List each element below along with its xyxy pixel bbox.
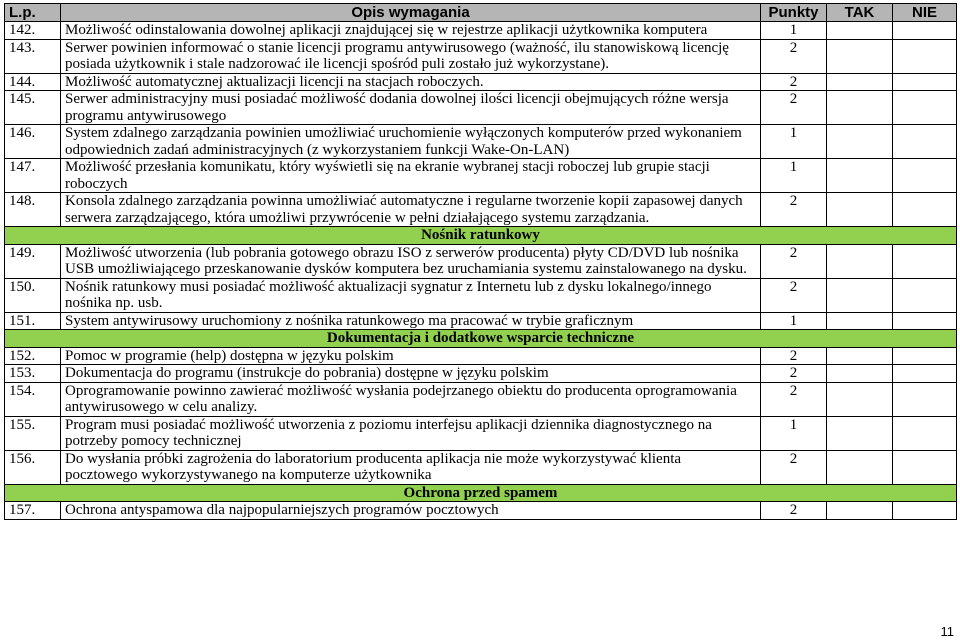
row-yes-cell bbox=[827, 312, 893, 330]
row-description: System antywirusowy uruchomiony z nośnika ratunkowego ma pracować w trybie graficznym bbox=[61, 312, 761, 330]
header-lp: L.p. bbox=[5, 4, 61, 22]
header-description: Opis wymagania bbox=[61, 4, 761, 22]
row-no-cell bbox=[893, 125, 957, 159]
row-number: 152. bbox=[5, 347, 61, 365]
table-row bbox=[5, 382, 957, 416]
section-title: Nośnik ratunkowy bbox=[5, 227, 957, 245]
row-description: Oprogramowanie powinno zawierać możliwość wysłania podejrzanego obiektu do producenta oprogramowania antywirusowego w celu analizy. bbox=[61, 382, 761, 416]
row-points: 2 bbox=[761, 73, 827, 91]
row-number: 149. bbox=[5, 244, 61, 278]
row-yes-cell bbox=[827, 382, 893, 416]
row-no-cell bbox=[893, 502, 957, 520]
table-row bbox=[5, 365, 957, 383]
row-number: 142. bbox=[5, 22, 61, 40]
row-description: Możliwość utworzenia (lub pobrania gotowego obrazu ISO z serwerów producenta) płyty CD/DVD lub nośnika USB umożliwiającego przeskanowanie dysków komputera bez uruchamiania systemu zainstalowanego na dysku. bbox=[61, 244, 761, 278]
table-row bbox=[5, 312, 957, 330]
row-no-cell bbox=[893, 450, 957, 484]
row-number: 144. bbox=[5, 73, 61, 91]
row-yes-cell bbox=[827, 125, 893, 159]
row-number: 143. bbox=[5, 39, 61, 73]
row-yes-cell bbox=[827, 347, 893, 365]
row-points: 2 bbox=[761, 278, 827, 312]
row-points: 2 bbox=[761, 193, 827, 227]
row-yes-cell bbox=[827, 193, 893, 227]
header-yes: TAK bbox=[827, 4, 893, 22]
row-no-cell bbox=[893, 73, 957, 91]
row-points: 1 bbox=[761, 416, 827, 450]
row-number: 153. bbox=[5, 365, 61, 383]
row-no-cell bbox=[893, 159, 957, 193]
row-number: 146. bbox=[5, 125, 61, 159]
row-description: Do wysłania próbki zagrożenia do laboratorium producenta aplikacja nie może wykorzystywać klienta pocztowego wykorzystywanego na komputerze użytkownika bbox=[61, 450, 761, 484]
row-points: 1 bbox=[761, 125, 827, 159]
row-description: System zdalnego zarządzania powinien umożliwiać uruchomienie wyłączonych komputerów przed wykonaniem odpowiednich zadań administracyjnych (z wykorzystaniem funkcji Wake-On-LAN) bbox=[61, 125, 761, 159]
row-description: Nośnik ratunkowy musi posiadać możliwość aktualizacji sygnatur z Internetu lub z dysku lokalnego/innego nośnika np. usb. bbox=[61, 278, 761, 312]
row-description: Ochrona antyspamowa dla najpopularniejszych programów pocztowych bbox=[61, 502, 761, 520]
row-description: Serwer powinien informować o stanie licencji programu antywirusowego (ważność, ilu stanowiskową licencję posiada użytkownik i stale nadzorować ile licencji spośród puli zostało już wykorzystane). bbox=[61, 39, 761, 73]
row-yes-cell bbox=[827, 39, 893, 73]
table-row bbox=[5, 244, 957, 278]
row-number: 151. bbox=[5, 312, 61, 330]
requirements-table bbox=[4, 3, 957, 520]
table-row bbox=[5, 450, 957, 484]
row-no-cell bbox=[893, 193, 957, 227]
row-description: Możliwość przesłania komunikatu, który wyświetli się na ekranie wybranej stacji roboczej lub grupie stacji roboczych bbox=[61, 159, 761, 193]
header-points: Punkty bbox=[761, 4, 827, 22]
row-points: 2 bbox=[761, 365, 827, 383]
row-no-cell bbox=[893, 91, 957, 125]
row-no-cell bbox=[893, 365, 957, 383]
table-row bbox=[5, 502, 957, 520]
section-title: Ochrona przed spamem bbox=[5, 484, 957, 502]
row-points: 2 bbox=[761, 39, 827, 73]
row-no-cell bbox=[893, 22, 957, 40]
row-points: 2 bbox=[761, 347, 827, 365]
row-description: Możliwość automatycznej aktualizacji licencji na stacjach roboczych. bbox=[61, 73, 761, 91]
row-number: 145. bbox=[5, 91, 61, 125]
row-number: 157. bbox=[5, 502, 61, 520]
row-description: Możliwość odinstalowania dowolnej aplikacji znajdującej się w rejestrze aplikacji użytkownika komputera bbox=[61, 22, 761, 40]
row-description: Dokumentacja do programu (instrukcje do pobrania) dostępne w języku polskim bbox=[61, 365, 761, 383]
row-number: 147. bbox=[5, 159, 61, 193]
table-row bbox=[5, 39, 957, 73]
row-points: 1 bbox=[761, 312, 827, 330]
row-yes-cell bbox=[827, 22, 893, 40]
row-number: 154. bbox=[5, 382, 61, 416]
table-row bbox=[5, 193, 957, 227]
row-yes-cell bbox=[827, 91, 893, 125]
table-body bbox=[5, 22, 957, 520]
row-yes-cell bbox=[827, 73, 893, 91]
section-row bbox=[5, 227, 957, 245]
table-row bbox=[5, 159, 957, 193]
row-no-cell bbox=[893, 382, 957, 416]
table-row bbox=[5, 125, 957, 159]
row-no-cell bbox=[893, 312, 957, 330]
row-yes-cell bbox=[827, 416, 893, 450]
section-row bbox=[5, 330, 957, 348]
row-points: 2 bbox=[761, 502, 827, 520]
table-row bbox=[5, 22, 957, 40]
row-points: 1 bbox=[761, 159, 827, 193]
row-points: 2 bbox=[761, 382, 827, 416]
row-description: Serwer administracyjny musi posiadać możliwość dodania dowolnej ilości licencji obejmujących różne wersja programu antywirusowego bbox=[61, 91, 761, 125]
table-row bbox=[5, 73, 957, 91]
row-number: 148. bbox=[5, 193, 61, 227]
row-yes-cell bbox=[827, 278, 893, 312]
row-yes-cell bbox=[827, 244, 893, 278]
row-no-cell bbox=[893, 39, 957, 73]
row-number: 155. bbox=[5, 416, 61, 450]
row-no-cell bbox=[893, 278, 957, 312]
row-no-cell bbox=[893, 347, 957, 365]
row-points: 2 bbox=[761, 244, 827, 278]
row-no-cell bbox=[893, 244, 957, 278]
row-yes-cell bbox=[827, 502, 893, 520]
row-description: Program musi posiadać możliwość utworzenia z poziomu interfejsu aplikacji dziennika diagnostycznego na potrzeby pomocy technicznej bbox=[61, 416, 761, 450]
header-row bbox=[5, 4, 957, 22]
row-yes-cell bbox=[827, 159, 893, 193]
table-row bbox=[5, 416, 957, 450]
row-description: Pomoc w programie (help) dostępna w języku polskim bbox=[61, 347, 761, 365]
table-row bbox=[5, 347, 957, 365]
table-row bbox=[5, 91, 957, 125]
row-yes-cell bbox=[827, 365, 893, 383]
row-no-cell bbox=[893, 416, 957, 450]
section-title: Dokumentacja i dodatkowe wsparcie techniczne bbox=[5, 330, 957, 348]
row-description: Konsola zdalnego zarządzania powinna umożliwiać automatyczne i regularne tworzenie kopii zapasowej danych serwera zarządzającego, która umożliwi przywrócenie w pełni działającego systemu zarządzania. bbox=[61, 193, 761, 227]
table-row bbox=[5, 278, 957, 312]
row-points: 1 bbox=[761, 22, 827, 40]
row-number: 150. bbox=[5, 278, 61, 312]
page-number: 11 bbox=[940, 624, 954, 639]
row-number: 156. bbox=[5, 450, 61, 484]
section-row bbox=[5, 484, 957, 502]
header-no: NIE bbox=[893, 4, 957, 22]
row-points: 2 bbox=[761, 450, 827, 484]
row-yes-cell bbox=[827, 450, 893, 484]
row-points: 2 bbox=[761, 91, 827, 125]
